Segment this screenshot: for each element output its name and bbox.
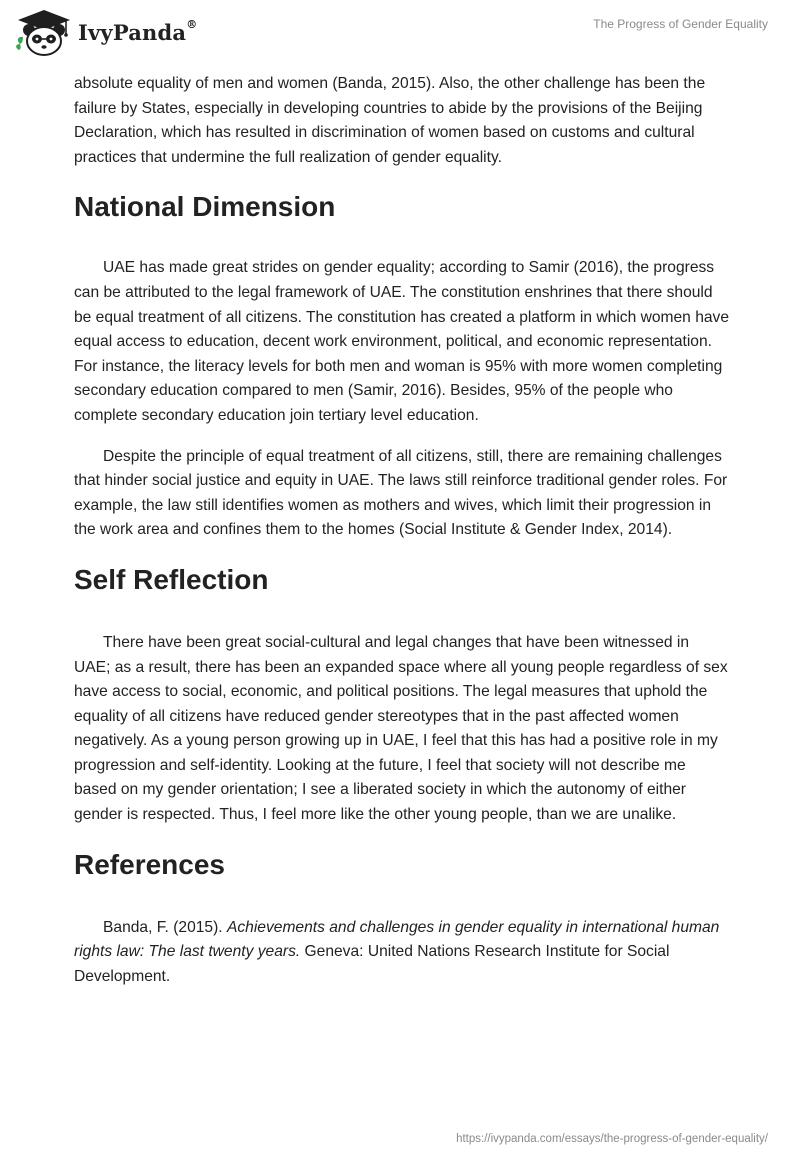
national-dimension-heading: National Dimension <box>74 191 336 223</box>
self-reflection-paragraph: There have been great social-cultural and legal changes that have been witnessed in UAE; as a result, there has been an expanded space where all young people regardless of sex have access to social, economic, and political positions. The legal measures that uphold the equality of all citizens have reduced gender stereotypes that in the past affected women negatively. As a young person growing up in UAE, I feel that this has had a positive role in my progression and self-identity. Looking at the future, I feel that society will not describe me based on my gender orientation; I see a liberated society in which the autonomy of either gender is respected. Thus, I feel more like the other young people, than we are unalike. <box>74 633 728 824</box>
reference-author-year: Banda, F. (2015). <box>103 918 227 936</box>
reference-title: Achievements and challenges in gender equality in international human rights law: The last twenty years. <box>74 918 720 961</box>
page-header <box>0 0 800 70</box>
national-paragraph-1: UAE has made great strides on gender equality; according to Samir (2016), the progress can be attributed to the legal framework of UAE. The constitution enshrines that there should be equal treatment of all citizens. The constitution has created a platform in which women have equal access to education, decent work environment, political, and economic representation. For instance, the literacy levels for both men and woman is 95% with more women completing secondary education compared to men (Samir, 2016). Besides, 95% of the people who complete secondary education join tertiary level education. <box>74 259 730 424</box>
reference-entry <box>74 916 729 990</box>
brand-text: IvyPanda <box>78 20 187 45</box>
source-url[interactable]: https://ivypanda.com/essays/the-progress-of-gender-equality/ <box>456 1133 768 1145</box>
brand-name[interactable] <box>78 20 197 45</box>
intro-paragraph: absolute equality of men and women (Banda, 2015). Also, the other challenge has been the failure by States, especially in developing countries to abide by the provisions of the Beijing Declaration, which has resulted in discrimination of women based on customs and cultural practices that undermine the full realization of gender equality. <box>74 75 706 166</box>
essay-content <box>74 72 729 989</box>
registered-mark: ® <box>186 18 198 31</box>
document-title: The Progress of Gender Equality <box>593 17 768 31</box>
reference-publisher: Geneva: United Nations Research Institute for Social Development. <box>74 943 670 985</box>
panda-graduate-icon[interactable] <box>14 8 74 58</box>
national-paragraph-2: Despite the principle of equal treatment of all citizens, still, there are remaining challenges that hinder social justice and equity in UAE. The laws still reinforce traditional gender roles. For example, the law still identifies women as mothers and wives, which limit their progression in the work area and confines them to the homes (Social Institute & Gender Index, 2014). <box>74 447 728 539</box>
self-reflection-heading: Self Reflection <box>74 563 269 595</box>
references-heading: References <box>74 848 225 880</box>
